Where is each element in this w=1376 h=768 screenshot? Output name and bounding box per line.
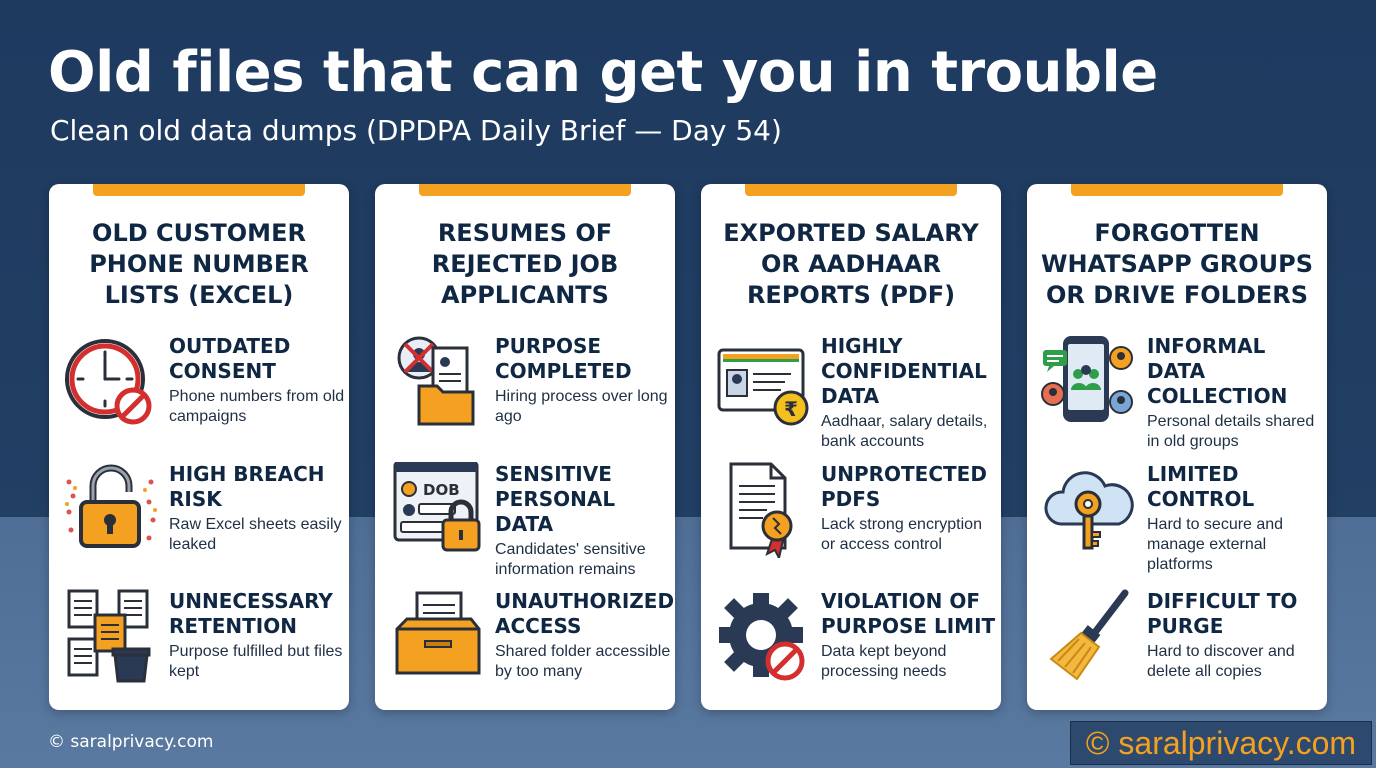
id-card-rupee-icon [715, 334, 811, 430]
watermark-badge: © saralprivacy.com [1070, 721, 1372, 765]
item-heading: OUTDATED CONSENT [169, 334, 291, 383]
item-heading: SENSITIVE PERSONAL DATA [495, 462, 616, 536]
item-description: Lack strong encryption or access control [821, 516, 982, 553]
file-tray-icon [389, 589, 485, 685]
item-heading: HIGH BREACH RISK [169, 462, 325, 511]
item-description: Purpose fulfilled but files kept [169, 643, 343, 680]
item-description: Data kept beyond processing needs [821, 643, 947, 680]
card-accent-tab [419, 184, 631, 196]
svg-text:DOB: DOB [423, 481, 460, 499]
list-item [701, 334, 1001, 450]
dob-lock-icon [389, 462, 485, 558]
svg-text:₹: ₹ [784, 397, 798, 421]
list-item [701, 462, 1001, 572]
card-salary-aadhaar-reports [701, 184, 1001, 710]
page-title: Old files that can get you in trouble [48, 40, 1158, 105]
list-item [1027, 462, 1327, 572]
cloud-key-icon [1041, 462, 1137, 558]
item-description: Aadhaar, salary details, bank accounts [821, 413, 988, 450]
list-item [375, 462, 675, 578]
card-title: OLD CUSTOMER PHONE NUMBER LISTS (EXCEL) [89, 219, 309, 309]
item-description: Shared folder accessible by too many [495, 643, 671, 680]
item-heading: LIMITED CONTROL [1147, 462, 1255, 511]
phone-group-icon [1041, 334, 1137, 430]
item-heading: PURPOSE COMPLETED [495, 334, 632, 383]
list-item [701, 589, 1001, 699]
broom-icon [1041, 589, 1137, 685]
item-heading: DIFFICULT TO PURGE [1147, 589, 1298, 638]
item-heading: INFORMAL DATA COLLECTION [1147, 334, 1288, 408]
card-title: EXPORTED SALARY OR AADHAAR REPORTS (PDF) [723, 219, 979, 309]
card-accent-tab [93, 184, 305, 196]
card-accent-tab [745, 184, 957, 196]
list-item [49, 589, 349, 699]
resume-folder-icon [389, 334, 485, 430]
list-item [375, 334, 675, 444]
item-description: Hard to discover and delete all copies [1147, 643, 1295, 680]
item-description: Hard to secure and manage external platforms [1147, 516, 1284, 573]
item-heading: VIOLATION OF PURPOSE LIMIT [821, 589, 996, 638]
card-title: FORGOTTEN WHATSAPP GROUPS OR DRIVE FOLDERS [1041, 219, 1313, 309]
list-item [49, 462, 349, 572]
item-heading: UNAUTHORIZED ACCESS [495, 589, 675, 638]
card-customer-phone-lists [49, 184, 349, 710]
documents-trash-icon [63, 589, 159, 685]
list-item [375, 589, 675, 699]
page-subtitle: Clean old data dumps (DPDPA Daily Brief — Day 54) [50, 114, 782, 147]
item-description: Hiring process over long ago [495, 388, 668, 425]
list-item [49, 334, 349, 444]
card-accent-tab [1071, 184, 1283, 196]
item-heading: UNPROTECTED PDFS [821, 462, 987, 511]
item-heading: UNNECESSARY RETENTION [169, 589, 333, 638]
list-item [1027, 334, 1327, 450]
item-description: Raw Excel sheets easily leaked [169, 516, 342, 553]
pdf-broken-seal-icon [715, 462, 811, 558]
clock-no-icon [63, 334, 159, 430]
item-description: Candidates' sensitive information remains [495, 541, 646, 578]
card-whatsapp-drive [1027, 184, 1327, 710]
list-item [1027, 589, 1327, 699]
card-title: RESUMES OF REJECTED JOB APPLICANTS [431, 219, 619, 309]
gear-no-icon [715, 589, 811, 685]
open-padlock-icon [63, 462, 159, 558]
footer-copyright: © saralprivacy.com [48, 732, 214, 752]
item-description: Phone numbers from old campaigns [169, 388, 345, 425]
card-rejected-resumes [375, 184, 675, 710]
item-heading: HIGHLY CONFIDENTIAL DATA [821, 334, 987, 408]
item-description: Personal details shared in old groups [1147, 413, 1315, 450]
